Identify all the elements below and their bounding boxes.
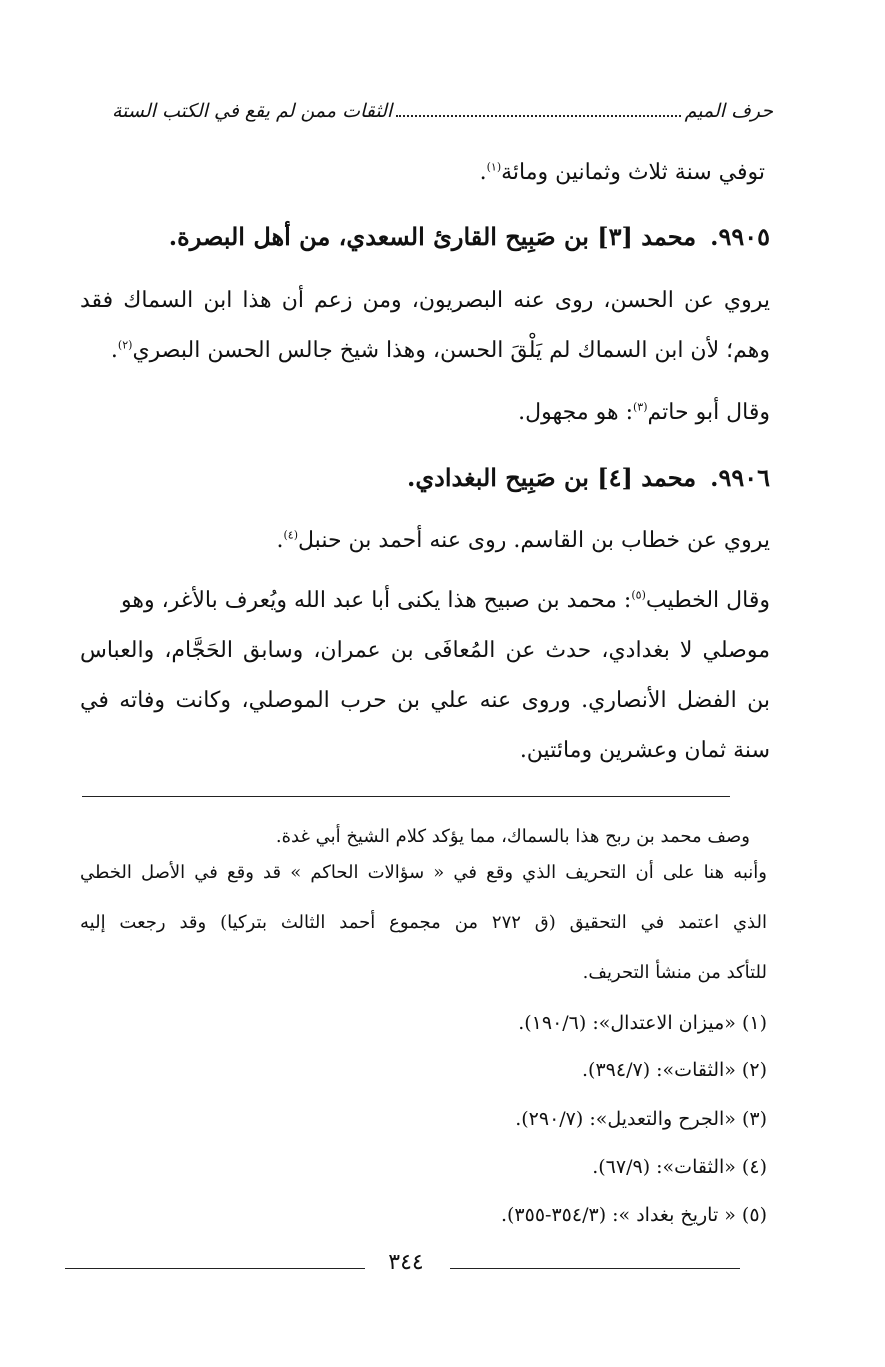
header-chapter: حرف الميم <box>684 100 773 122</box>
footnote-marker: (١) <box>486 160 502 174</box>
entry-9906-text-line-3: موصلي لا بغدادي، حدث عن المُعافَى بن عمران، وسابق الحَجَّام، والعباس <box>80 638 770 663</box>
footnote-continuation-line-4: للتأكد من منشأ التحريف. <box>582 962 767 983</box>
footnote-ref-4: (٤) «الثقات»: (٦٧/٩). <box>592 1156 767 1178</box>
page-number: ٣٤٤ <box>388 1250 424 1275</box>
running-header <box>112 100 773 122</box>
entry-9905-text-line-3: وقال أبو حاتم$^{(٣)}$: هو مجهول. <box>518 400 770 425</box>
entry-9906-text-line-4: بن الفضل الأنصاري. وروى عنه علي بن حرب الموصلي، وكانت وفاته في <box>80 688 770 713</box>
entry-9906-text-line-1: يروي عن خطاب بن القاسم. روى عنه أحمد بن حنبل$^{(٤)}$. <box>276 528 770 553</box>
entry-9905-text-line-2: وهم؛ لأن ابن السماك لم يَلْقَ الحسن، وهذا شيخ جالس الحسن البصري$^{(٢)}$. <box>110 338 770 363</box>
footnote-marker: (٣) <box>633 400 648 414</box>
footnote-continuation-line-3: الذي اعتمد في التحقيق (ق ٢٧٢ من مجموع أحمد الثالث بتركيا) وقد رجعت إليه <box>80 912 767 933</box>
entry-number: ٩٩٠٥. <box>710 222 770 251</box>
footnote-ref-3: (٣) «الجرح والتعديل»: (٢٩٠/٧). <box>515 1108 767 1130</box>
entry-heading-9906 <box>407 463 770 492</box>
footnote-ref-1: (١) «ميزان الاعتدال»: (١٩٠/٦). <box>518 1012 767 1034</box>
footnote-marker: (٥) <box>631 588 646 602</box>
footnote-marker: (٤) <box>283 528 299 542</box>
page-footer <box>0 1248 885 1288</box>
header-dot-leader <box>396 105 680 117</box>
footer-rule-left <box>65 1268 365 1269</box>
entry-title: محمد [٤] بن صَبِيح البغدادي. <box>407 463 697 492</box>
footnote-continuation-line-1: وصف محمد بن ربح هذا بالسماك، مما يؤكد كلام الشيخ أبي غدة. <box>275 826 750 847</box>
footnote-marker: (٢) <box>117 338 133 352</box>
entry-title: محمد [٣] بن صَبِيح القارئ السعدي، من أهل البصرة. <box>168 222 697 251</box>
entry-number: ٩٩٠٦. <box>710 463 770 492</box>
entry-heading-9905 <box>169 222 770 251</box>
body-line-death-year: توفي سنة ثلاث وثمانين ومائة$^{(١)}$. <box>479 160 765 185</box>
footnote-ref-5: (٥) « تاريخ بغداد »: (٣٥٤/٣-٣٥٥). <box>500 1204 767 1226</box>
entry-9906-text-line-2: وقال الخطيب$^{(٥)}$: محمد بن صبيح هذا يكنى أبا عبد الله ويُعرف بالأغر، وهو <box>121 588 770 613</box>
footnote-ref-2: (٢) «الثقات»: (٣٩٤/٧). <box>582 1059 767 1081</box>
footnote-continuation-line-2: وأنبه هنا على أن التحريف الذي وقع في « سؤالات الحاكم » قد وقع في الأصل الخطي <box>80 862 767 883</box>
footer-rule-right <box>450 1268 740 1269</box>
entry-9906-text-line-5: سنة ثمان وعشرين ومائتين. <box>519 738 770 763</box>
entry-9905-text-line-1: يروي عن الحسن، روى عنه البصريون، ومن زعم أن هذا ابن السماك فقد <box>80 288 770 313</box>
footnote-separator <box>0 796 885 797</box>
header-book-title: الثقات ممن لم يقع في الكتب الستة <box>112 100 393 122</box>
